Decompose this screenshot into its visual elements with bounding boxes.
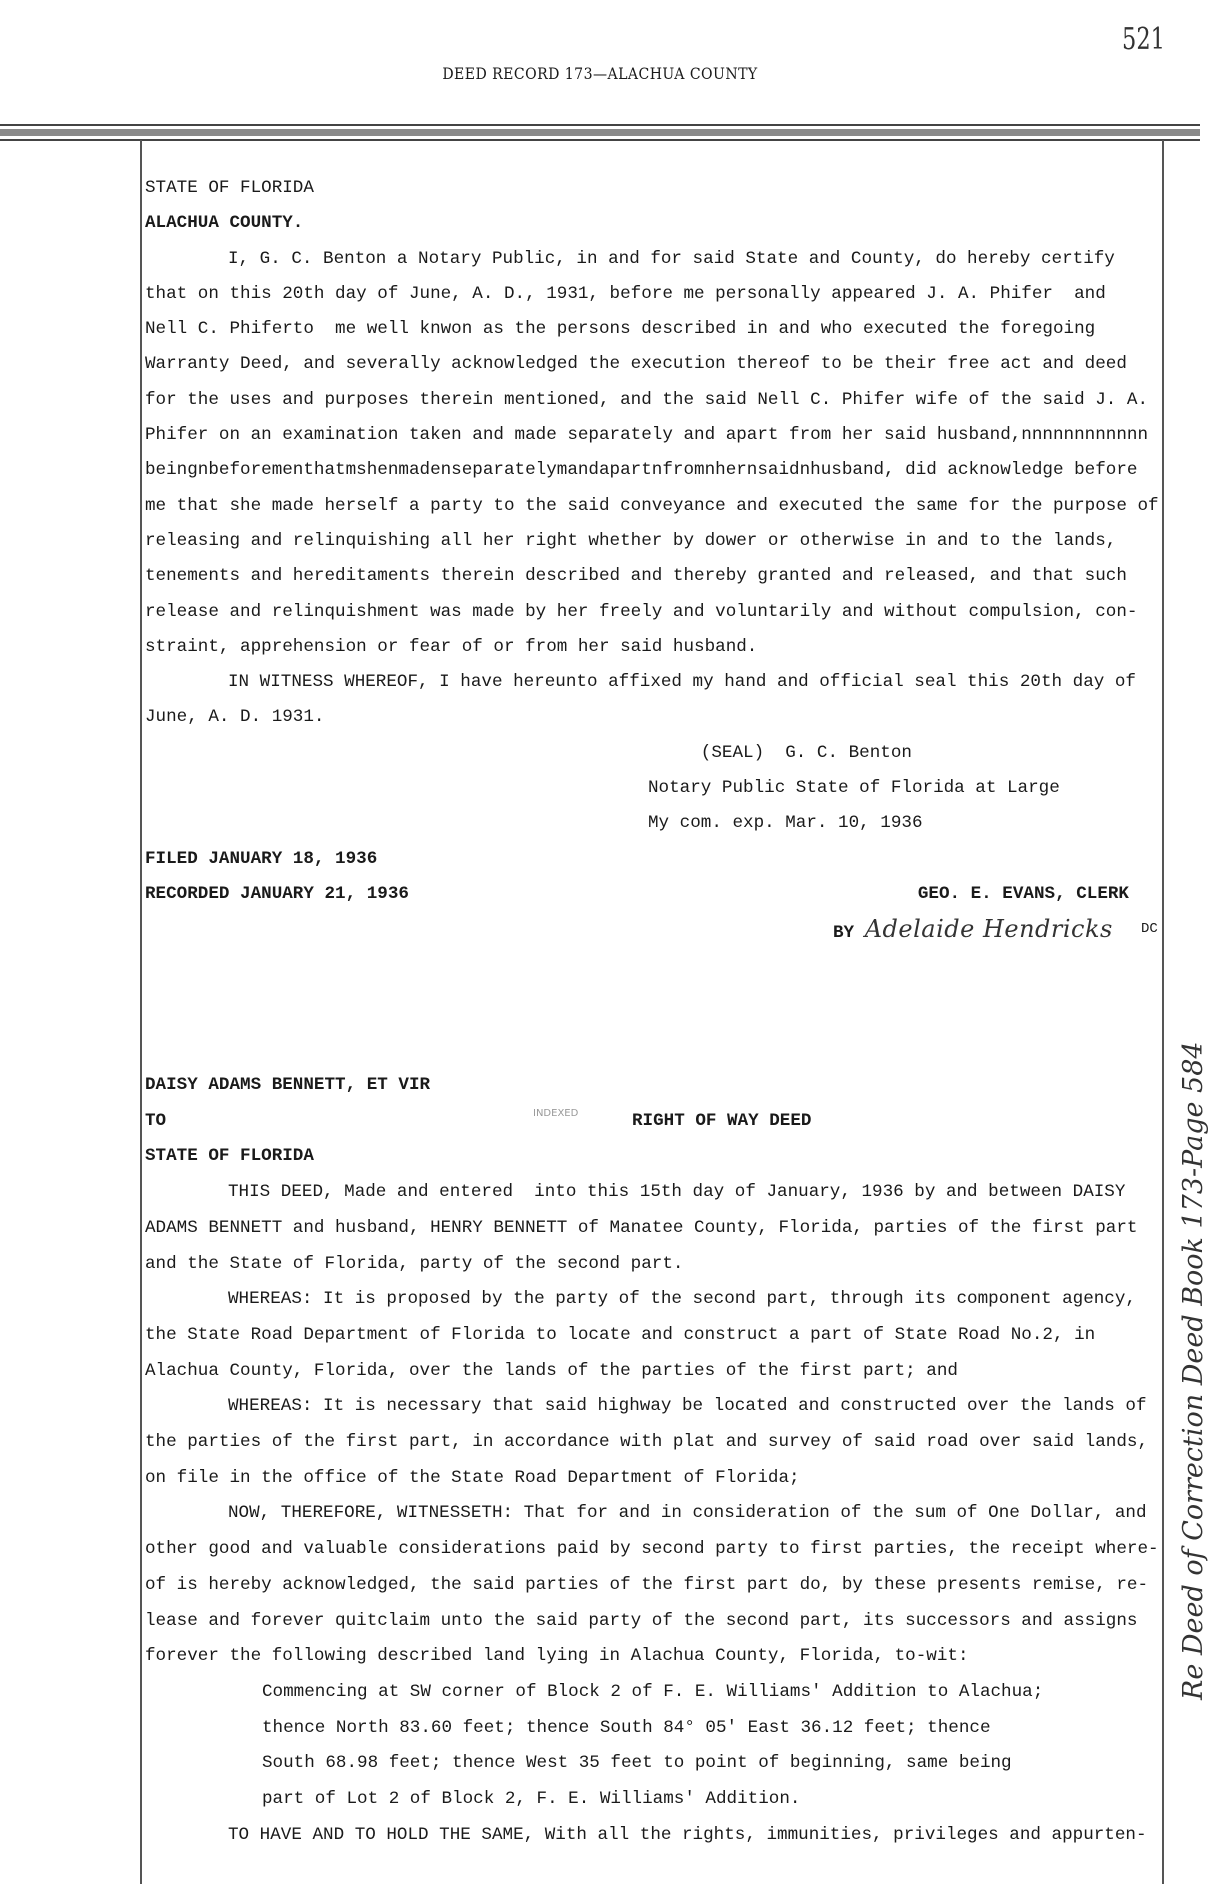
deed-body-line: of is hereby acknowledged, the said parties of the first part do, by these presents remise, re- — [145, 1574, 1149, 1595]
body-line: Warranty Deed, and severally acknowledged the execution thereof to be their free act and deed — [145, 354, 1127, 375]
deed-body-line: WHEREAS: It is proposed by the party of the second part, through its component agency, — [228, 1289, 1136, 1310]
header-rule-bottom — [0, 139, 1200, 141]
body-line: release and relinquishment was made by her freely and voluntarily and without compulsion, con- — [145, 601, 1138, 622]
notary-seal-signature: (SEAL) G. C. Benton — [648, 742, 912, 763]
notary-commission: My com. exp. Mar. 10, 1936 — [648, 813, 923, 834]
left-margin-line — [140, 140, 142, 1884]
clerk-name: GEO. E. EVANS, CLERK — [917, 883, 1129, 904]
body-line: that on this 20th day of June, A. D., 1931, before me personally appeared J. A. Phifer and — [145, 283, 1106, 304]
property-description-line: Commencing at SW corner of Block 2 of F. E. Williams' Addition to Alachua; — [262, 1681, 1044, 1702]
body-line: straint, apprehension or fear of or from her said husband. — [145, 636, 758, 657]
deputy-line — [145, 912, 1165, 951]
deed-body-line: Alachua County, Florida, over the lands of the parties of the first part; and — [145, 1360, 958, 1381]
deed-body-line: on file in the office of the State Road Department of Florida; — [145, 1467, 800, 1488]
notary-title: Notary Public State of Florida at Large — [648, 778, 1060, 799]
body-line: me that she made herself a party to the said conveyance and executed the same for the purpose of — [145, 495, 1159, 516]
body-line: I, G. C. Benton a Notary Public, in and for said State and County, do hereby certify — [228, 248, 1115, 269]
indexed-stamp: INDEXED — [533, 1108, 579, 1119]
deed-body-line: the State Road Department of Florida to locate and construct a part of State Road No.2, in — [145, 1324, 1096, 1345]
venue-county: ALACHUA COUNTY. — [145, 213, 304, 234]
habendum-line: TO HAVE AND TO HOLD THE SAME, With all the rights, immunities, privileges and appurten- — [228, 1824, 1147, 1845]
deed-body-line: the parties of the first part, in accordance with plat and survey of said road over said lands, — [145, 1432, 1149, 1453]
deed-body-line: ADAMS BENNETT and husband, HENRY BENNETT of Manatee County, Florida, parties of the first part — [145, 1217, 1138, 1238]
body-line: Nell C. Phiferto me well knwon as the persons described in and who executed the foregoing — [145, 319, 1096, 340]
deputy-signature: Adelaide Hendricks — [864, 915, 1113, 944]
deed-title: RIGHT OF WAY DEED — [632, 1110, 812, 1131]
filed-date: FILED JANUARY 18, 1936 — [145, 848, 378, 869]
page-number: 521 — [1122, 22, 1165, 57]
deed-body-line: forever the following described land lying in Alachua County, Florida, to-wit: — [145, 1646, 969, 1667]
body-line: releasing and relinquishing all her right whether by dower or otherwise in and to the lands, — [145, 530, 1117, 551]
handwritten-margin-note: Re Deed of Correction Deed Book 173-Page 584 — [1178, 1041, 1209, 1700]
property-description-line: thence North 83.60 feet; thence South 84° 05' East 36.12 feet; thence — [262, 1717, 991, 1738]
venue-state: STATE OF FLORIDA — [145, 178, 314, 198]
page-header: DEED RECORD 173—ALACHUA COUNTY — [442, 64, 758, 83]
grantee: STATE OF FLORIDA — [145, 1146, 314, 1167]
by-label: BY — [833, 923, 855, 944]
deed-body-line: NOW, THEREFORE, WITNESSETH: That for and in consideration of the sum of One Dollar, and — [228, 1503, 1147, 1524]
header-rule-middle — [0, 129, 1200, 136]
property-description-line: part of Lot 2 of Block 2, F. E. Williams' Addition. — [262, 1789, 801, 1810]
deed-section — [145, 1068, 1165, 1853]
deed-body-line: other good and valuable considerations paid by second party to first parties, the receipt where- — [145, 1539, 1159, 1560]
body-line: for the uses and purposes therein mentioned, and the said Nell C. Phifer wife of the said J. A. — [145, 389, 1149, 410]
body-line: Phifer on an examination taken and made separately and apart from her said husband,nnnnnnnnnnnn — [145, 425, 1149, 446]
body-line: tenements and hereditaments therein described and thereby granted and released, and that such — [145, 566, 1127, 587]
acknowledgment-section — [145, 171, 1165, 952]
deed-body-line: WHEREAS: It is necessary that said highway be located and constructed over the lands of — [228, 1396, 1147, 1417]
deed-body-line: lease and forever quitclaim unto the said party of the second part, its successors and assigns — [145, 1610, 1138, 1631]
deed-body-line: THIS DEED, Made and entered into this 15th day of January, 1936 by and between DAISY — [228, 1182, 1126, 1203]
deed-body — [145, 1175, 1165, 1675]
header-rule-top — [0, 124, 1200, 126]
witness-line: June, A. D. 1931. — [145, 707, 325, 728]
recorded-date: RECORDED JANUARY 21, 1936 — [145, 883, 409, 904]
to-label: TO — [145, 1110, 167, 1131]
deed-body-line: and the State of Florida, party of the second part. — [145, 1253, 684, 1274]
deputy-clerk-abbrev: DC — [1141, 921, 1158, 938]
recorded-row — [145, 877, 1165, 912]
struck-body-line: beingnbeforementhatmshenmadenseparatelymandapartnfromnhernsaidnhusband, did acknowledge before — [145, 460, 1138, 481]
grantor: DAISY ADAMS BENNETT, ET VIR — [145, 1075, 431, 1095]
witness-line: IN WITNESS WHEREOF, I have hereunto affixed my hand and official seal this 20th day of — [228, 672, 1136, 693]
deed-title-row — [145, 1104, 1165, 1140]
property-description-line: South 68.98 feet; thence West 35 feet to point of beginning, same being — [262, 1753, 1012, 1774]
